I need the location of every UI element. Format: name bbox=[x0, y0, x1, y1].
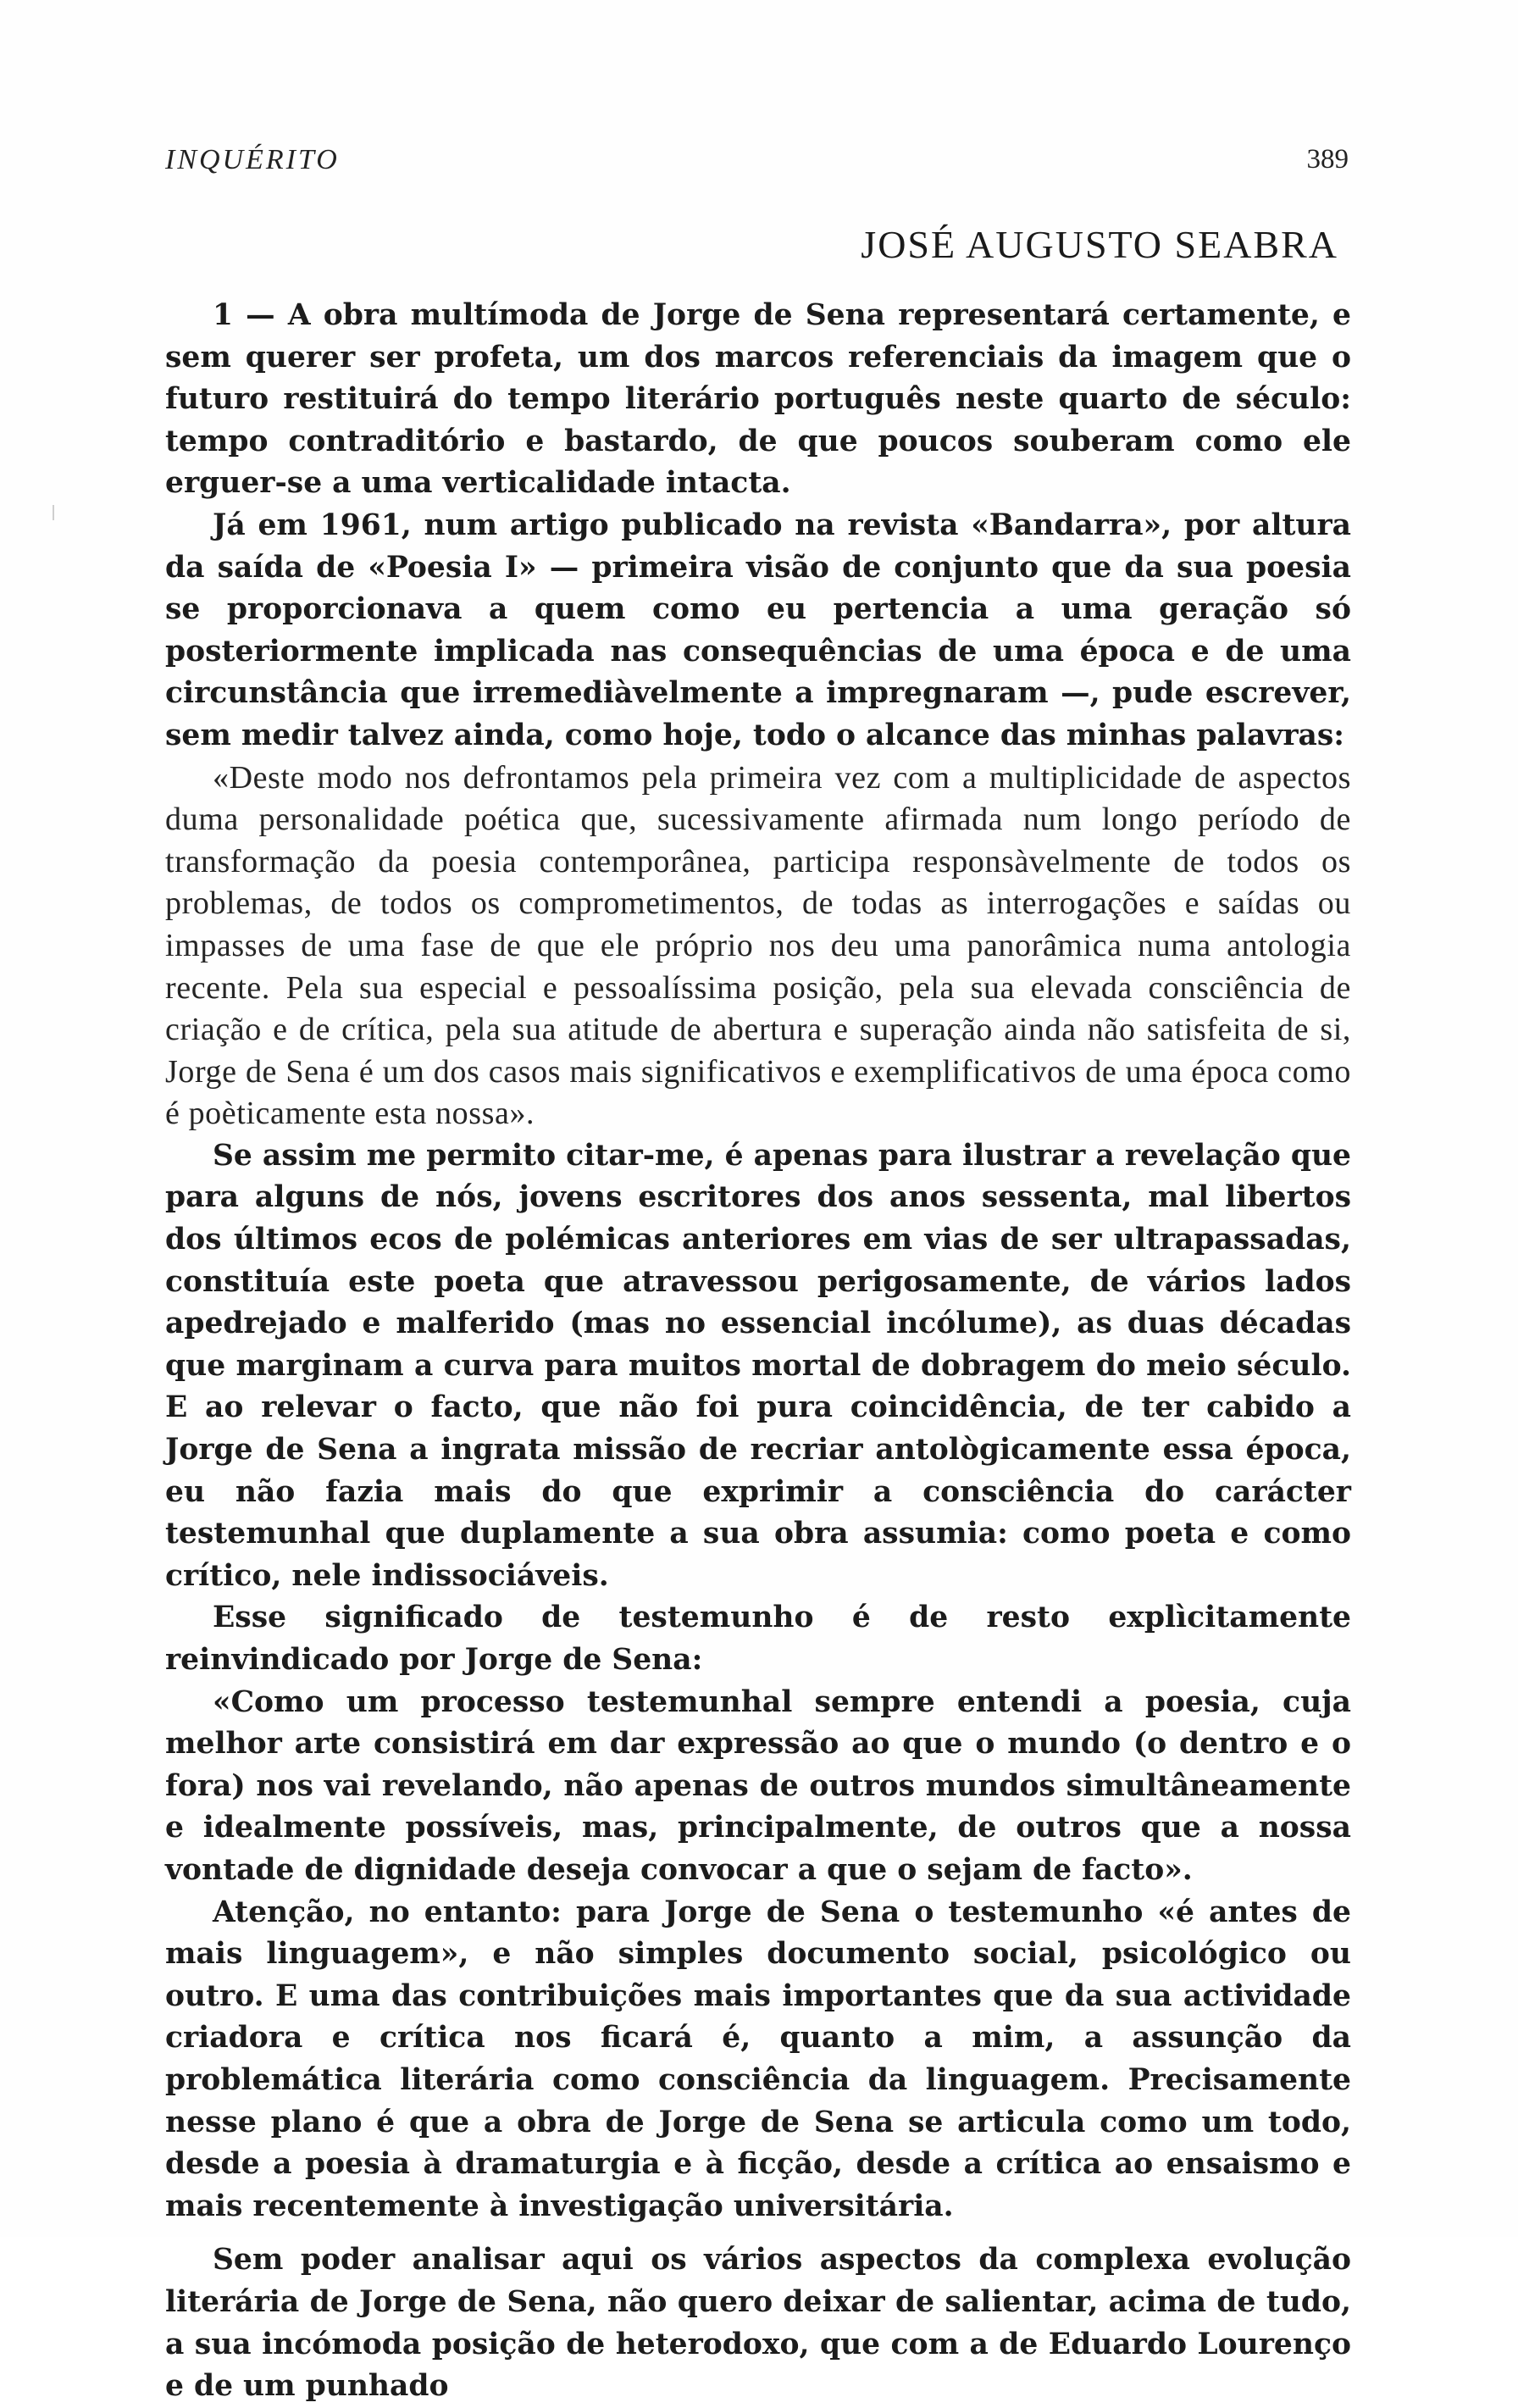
block-quote: «Deste modo nos defrontamos pela primeira vez com a multiplicidade de aspectos duma personalidade poética que, sucessivamente afirmada num longo período de transformação da poesia contemporânea, participa responsàvelmente de todos os problemas, de todos os comprometimentos, de todas as interrogações e saídas ou impasses de uma fase de que ele próprio nos deu uma panorâmica numa antologia recente. Pela sua especial e pessoalíssima posição, pela sua elevada consciência de criação e de crítica, pela sua atitude de abertura e superação ainda não satisfeita de si, Jorge de Sena é um dos casos mais significativos e exemplificativos de uma época como é poèticamente esta nossa». bbox=[165, 759, 1351, 1132]
paragraph: Se assim me permito citar-me, é apenas para ilustrar a revelação que para alguns de nós, jovens escritores dos anos sessenta, mal libertos dos últimos ecos de polémicas anteriores em vias de ser ultrapassadas, constituía este poeta que atravessou perigosamente, de vários lados apedrejado e malferido (mas no essencial incólume), as duas décadas que marginam a curva para muitos mortal de dobragem do meio século. E ao relevar o facto, que não foi pura coincidência, de ter cabido a Jorge de Sena a ingrata missão de recriar antològicamente essa época, eu não fazia mais do que exprimir a consciência do carácter testemunhal que duplamente a sua obra assumia: como poeta e como crítico, nele indissociáveis. bbox=[165, 1138, 1351, 1593]
running-head: INQUÉRITO bbox=[165, 144, 340, 175]
quote-paragraph: «Como um processo testemunhal sempre entendi a poesia, cuja melhor arte consistirá em dar expressão ao que o mundo (o dentro e o fora) nos vai revelando, não apenas de outros mundos simultâneamente e idealmente possíveis, mas, principalmente, de outros que a nossa vontade de dignidade deseja convocar a que o sejam de facto». bbox=[165, 1684, 1351, 1887]
paragraph: Já em 1961, num artigo publicado na revista «Bandarra», por altura da saída de «Poesia I» — primeira visão de conjunto que da sua poesia se proporcionava a quem como eu pertencia a uma geração só posteriormente implicada nas consequências de uma época e de uma circunstância que irremediàvelmente a impregnaram —, pude escrever, sem medir talvez ainda, como hoje, todo o alcance das minhas palavras: bbox=[165, 508, 1351, 752]
scan-mark bbox=[53, 505, 54, 520]
body-text bbox=[165, 295, 1351, 2408]
author-heading: JOSÉ AUGUSTO SEABRA bbox=[861, 223, 1338, 266]
paragraph: 1 — A obra multímoda de Jorge de Sena representará certamente, e sem querer ser profeta, um dos marcos referenciais da imagem que o futuro restituirá do tempo literário português neste quarto de século: tempo contraditório e bastardo, de que poucos souberam como ele erguer-se a uma verticalidade intacta. bbox=[165, 298, 1351, 501]
paragraph: Esse significado de testemunho é de resto explìcitamente reinvindicado por Jorge de Sena: bbox=[165, 1601, 1351, 1677]
paragraph: Sem poder analisar aqui os vários aspectos da complexa evolução literária de Jorge de Sena, não quero deixar de salientar, acima de tudo, a sua incómoda posição de heterodoxo, que com a de Eduardo Lourenço e de um punhado bbox=[165, 2243, 1351, 2404]
page-number: 389 bbox=[1306, 144, 1349, 175]
paragraph: Atenção, no entanto: para Jorge de Sena o testemunho «é antes de mais linguagem», e não simples documento social, psicológico ou outro. E uma das contribuições mais importantes que da sua actividade criadora e crítica nos ficará é, quanto a mim, a assunção da problemática literária como consciência da linguagem. Precisamente nesse plano é que a obra de Jorge de Sena se articula como um todo, desde a poesia à dramaturgia e à ficção, desde a crítica ao ensaismo e mais recentemente à investigação universitária. bbox=[165, 1895, 1351, 2223]
